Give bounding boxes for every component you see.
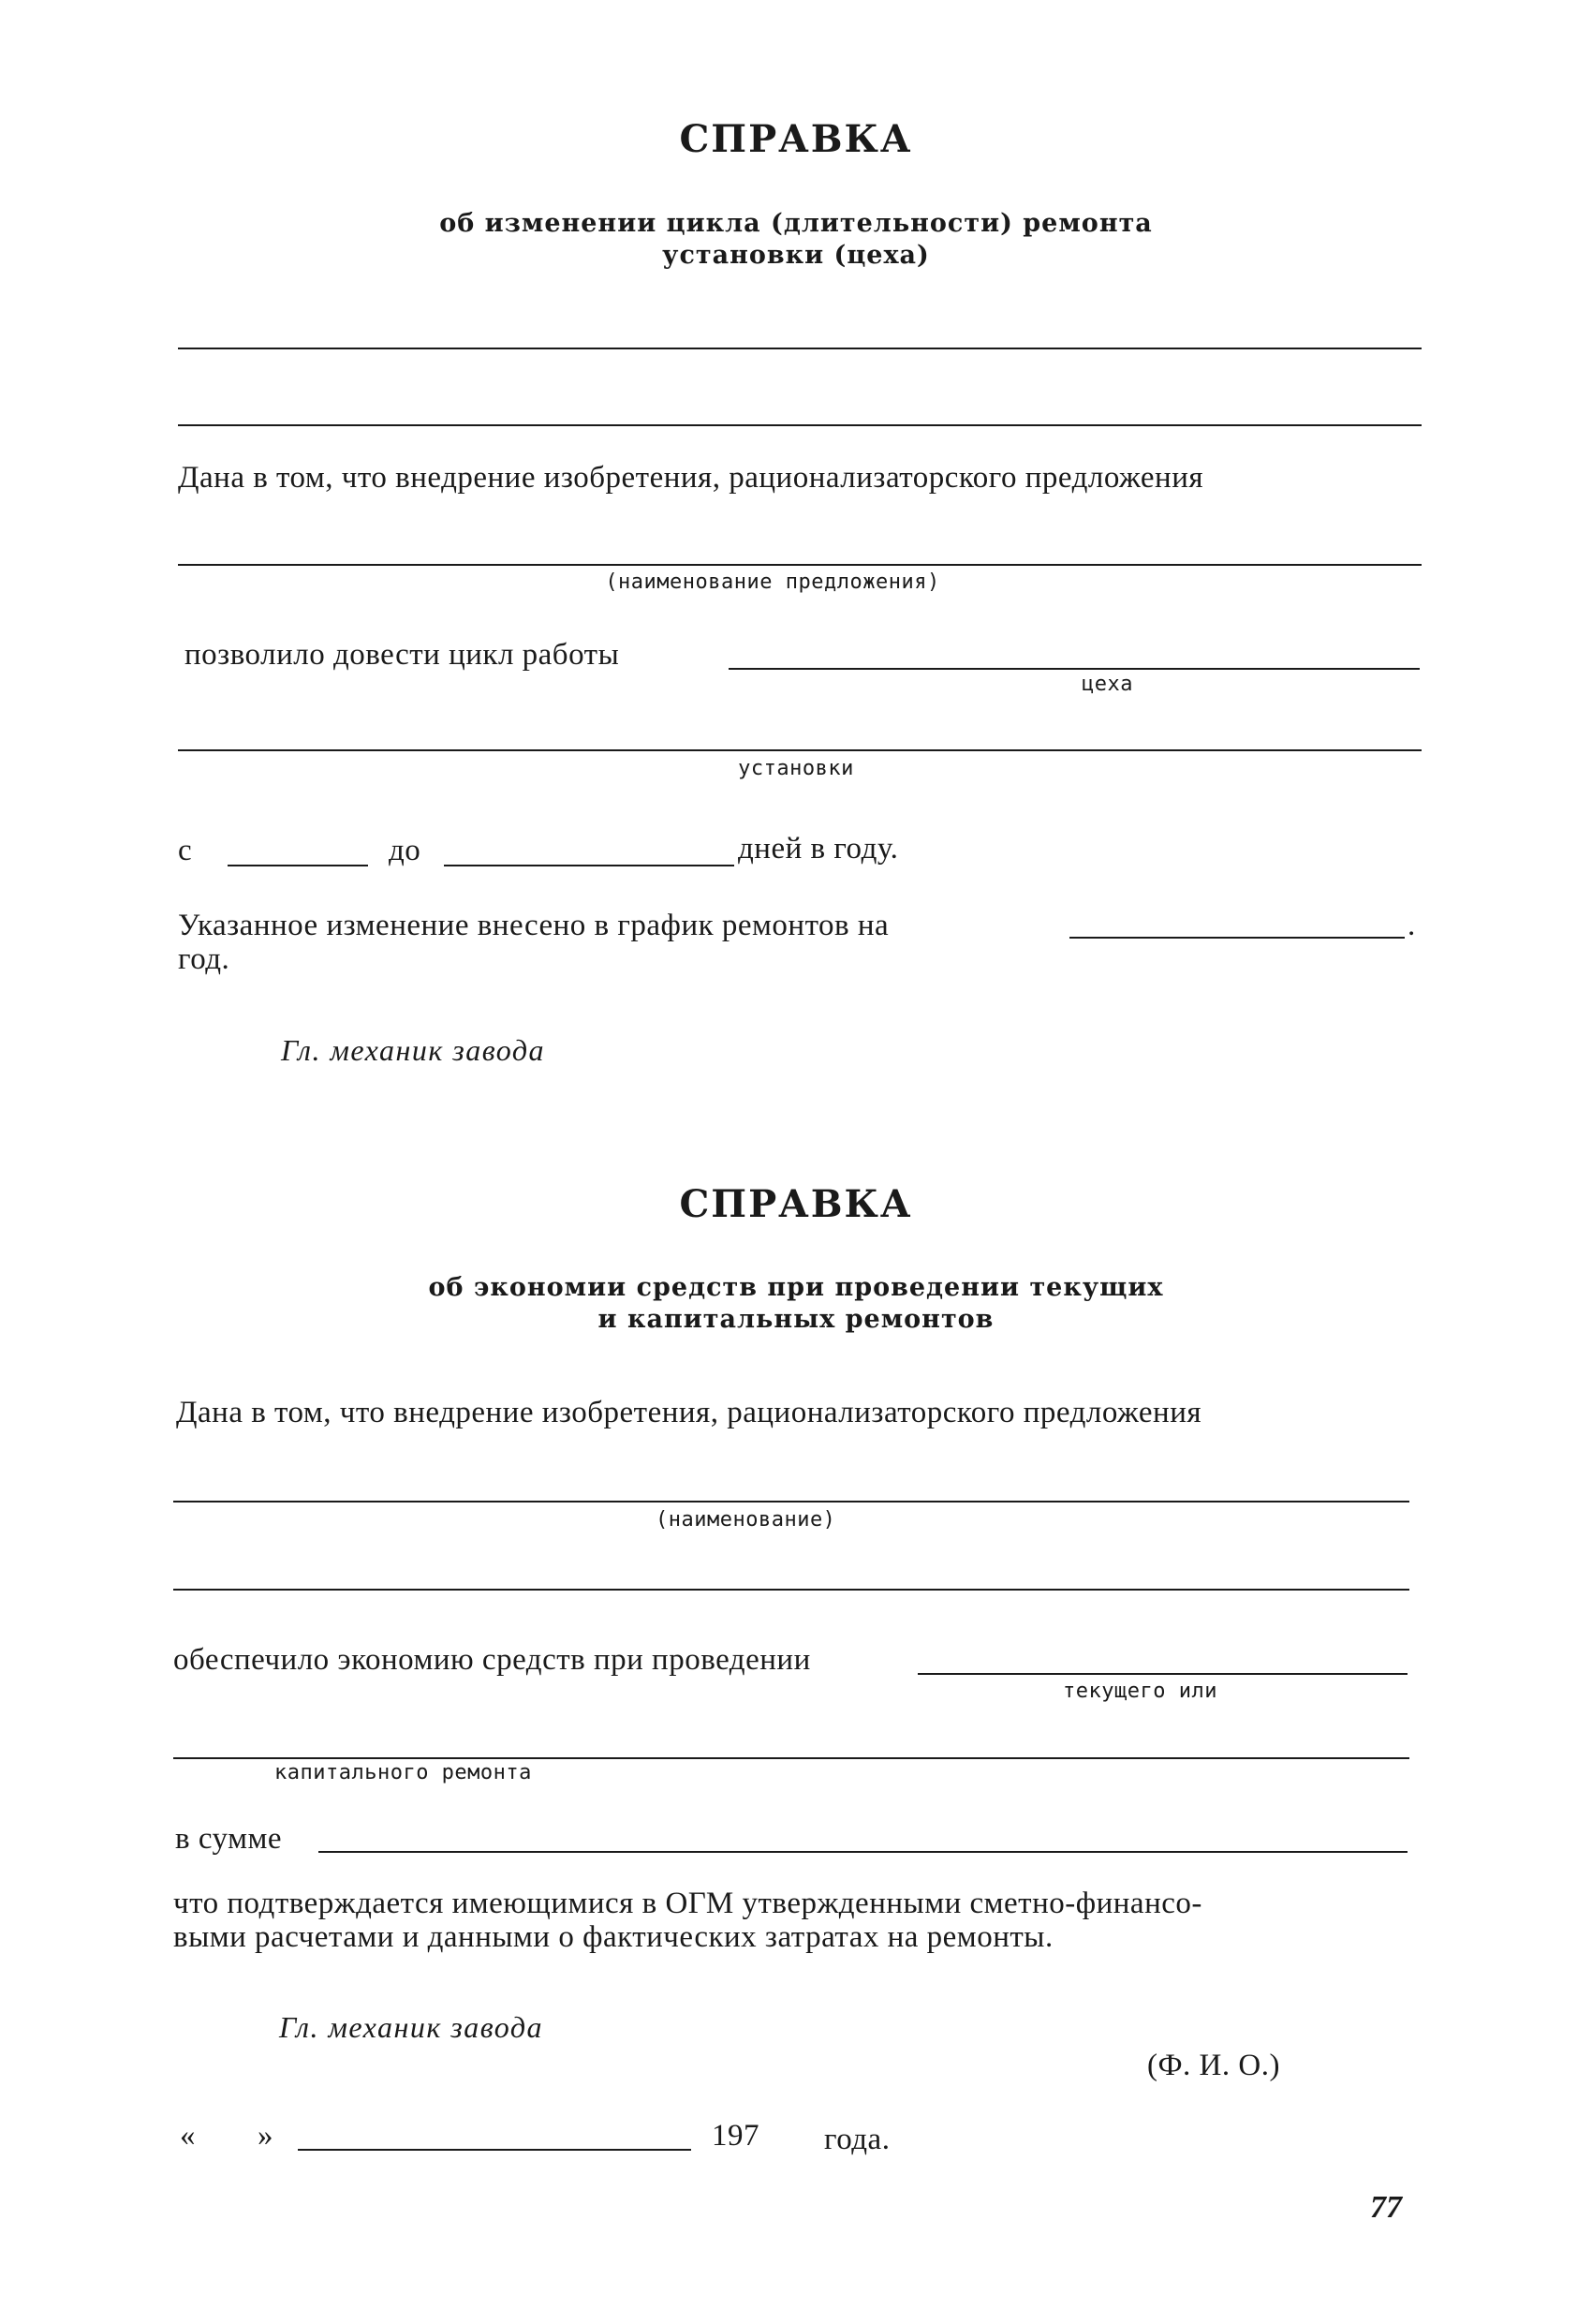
cycle-label: позволило довести цикл работы	[184, 638, 620, 672]
fio-label: (Ф. И. О.)	[1147, 2049, 1280, 2082]
blank-line	[228, 865, 368, 866]
caption-name: (наименование)	[656, 1508, 836, 1532]
blank-line	[173, 1757, 1409, 1759]
blank-line	[178, 564, 1422, 566]
section1-signature: Гл. механик завода	[281, 1033, 545, 1067]
caption-shop: цеха	[1082, 673, 1133, 696]
caption-current: текущего или	[1063, 1680, 1217, 1703]
section1-subtitle-line1: об изменении цикла (длительности) ремонта	[439, 209, 1153, 238]
change-end: .	[1408, 909, 1416, 942]
section1-title: СПРАВКА	[679, 117, 913, 161]
from-label: с	[178, 834, 193, 867]
section2-title: СПРАВКА	[679, 1182, 913, 1226]
year-prefix: 197	[712, 2119, 759, 2153]
blank-line	[729, 668, 1420, 670]
page-number: 77	[1370, 2190, 1402, 2225]
year-suffix: года.	[824, 2123, 891, 2156]
caption-proposal-name: (наименование предложения)	[605, 570, 940, 594]
blank-line	[298, 2149, 691, 2151]
to-label: до	[389, 834, 421, 867]
section2-intro: Дана в том, что внедрение изобретения, рационализаторского предложения	[176, 1396, 1202, 1429]
blank-line	[918, 1673, 1408, 1675]
blank-line	[173, 1501, 1409, 1502]
days-label: дней в году.	[738, 832, 899, 866]
blank-line	[1069, 937, 1405, 939]
blank-line	[444, 865, 734, 866]
caption-capital: капитального ремонта	[274, 1761, 532, 1784]
blank-line	[318, 1851, 1408, 1853]
blank-line	[178, 348, 1422, 349]
confirm-line1: что подтверждается имеющимися в ОГМ утвержденными сметно-финансо-	[173, 1887, 1202, 1920]
savings-label: обеспечило экономию средств при проведении	[173, 1643, 811, 1677]
section1-subtitle-line2: установки (цеха)	[662, 241, 930, 270]
sum-label: в сумме	[175, 1822, 283, 1856]
section1-intro: Дана в том, что внедрение изобретения, рационализаторского предложения	[178, 461, 1204, 495]
change-line2: год.	[178, 942, 230, 976]
caption-unit: установки	[738, 757, 854, 780]
date-quote-open: «	[180, 2119, 196, 2153]
date-quote-close: »	[258, 2119, 273, 2153]
section2-signature: Гл. механик завода	[279, 2010, 543, 2044]
blank-line	[173, 1589, 1409, 1591]
change-line1: Указанное изменение внесено в график ремонтов на	[178, 909, 890, 942]
confirm-line2: выми расчетами и данными о фактических затратах на ремонты.	[173, 1920, 1054, 1954]
section2-subtitle-line2: и капитальных ремонтов	[597, 1305, 995, 1334]
blank-line	[178, 424, 1422, 426]
section2-subtitle-line1: об экономии средств при проведении текущих	[428, 1273, 1164, 1302]
blank-line	[178, 749, 1422, 751]
